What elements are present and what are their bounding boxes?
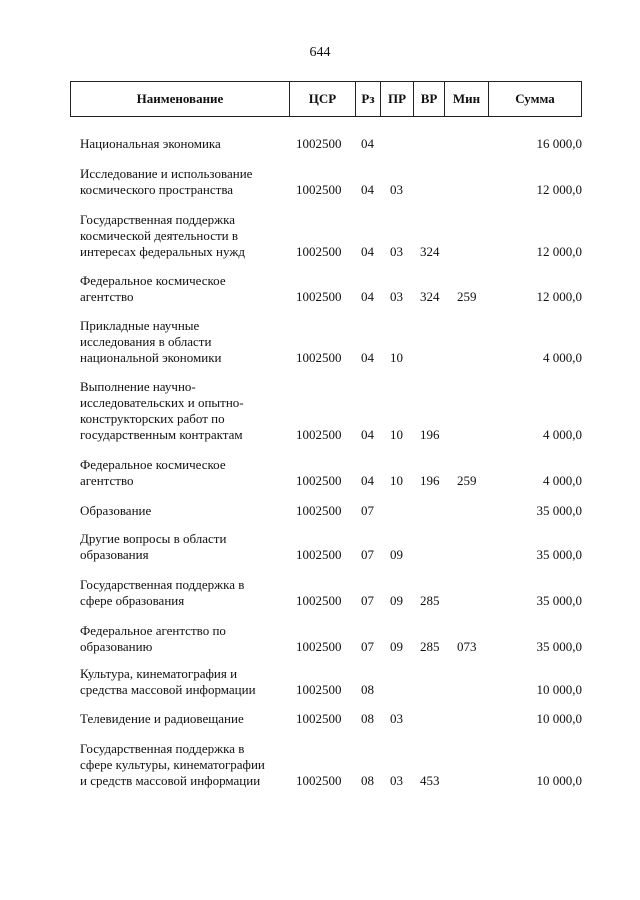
- table-row: [0, 531, 640, 563]
- row-name-line: конструкторских работ по: [80, 411, 225, 426]
- row-pr: 10: [390, 473, 403, 488]
- row-name-line: агентство: [80, 473, 134, 488]
- header-rz: Рз: [355, 82, 380, 116]
- row-csr: 1002500: [296, 182, 342, 197]
- row-name: [80, 503, 290, 519]
- row-name: [80, 623, 290, 655]
- row-sum: 12 000,0: [536, 244, 582, 259]
- row-rz: 07: [361, 503, 374, 518]
- row-csr: 1002500: [296, 244, 342, 259]
- row-sum: 12 000,0: [536, 182, 582, 197]
- row-csr: 1002500: [296, 639, 342, 654]
- row-name-line: Федеральное космическое: [80, 273, 226, 288]
- row-sum: 10 000,0: [536, 711, 582, 726]
- row-rz: 04: [361, 182, 374, 197]
- row-vr: 196: [420, 427, 440, 442]
- table-row: [0, 666, 640, 698]
- row-rz: 08: [361, 773, 374, 788]
- table-row: [0, 166, 640, 198]
- row-vr: 285: [420, 593, 440, 608]
- row-name-line: сфере культуры, кинематографии: [80, 757, 265, 772]
- row-sum: 10 000,0: [536, 773, 582, 788]
- row-min: 259: [457, 289, 477, 304]
- table-row: [0, 136, 640, 152]
- row-rz: 04: [361, 136, 374, 151]
- row-sum: 12 000,0: [536, 289, 582, 304]
- row-sum: 4 000,0: [543, 427, 582, 442]
- table-header: [70, 81, 582, 117]
- row-vr: 453: [420, 773, 440, 788]
- row-min: 073: [457, 639, 477, 654]
- row-name-line: исследования в области: [80, 334, 212, 349]
- row-name-line: Образование: [80, 503, 152, 518]
- row-rz: 08: [361, 682, 374, 697]
- table-row: [0, 318, 640, 366]
- header-name: Наименование: [136, 91, 224, 106]
- row-name-line: интересах федеральных нужд: [80, 244, 245, 259]
- row-name: [80, 741, 290, 789]
- row-sum: 4 000,0: [543, 350, 582, 365]
- row-rz: 07: [361, 593, 374, 608]
- row-pr: 03: [390, 244, 403, 259]
- row-vr: 324: [420, 289, 440, 304]
- row-name: [80, 212, 290, 260]
- row-name-line: Государственная поддержка в: [80, 577, 245, 592]
- row-csr: 1002500: [296, 682, 342, 697]
- row-pr: 03: [390, 289, 403, 304]
- row-pr: 10: [390, 350, 403, 365]
- row-name-line: Национальная экономика: [80, 136, 221, 151]
- row-name-line: образования: [80, 547, 149, 562]
- table-row: [0, 711, 640, 727]
- row-csr: 1002500: [296, 289, 342, 304]
- row-csr: 1002500: [296, 350, 342, 365]
- table-row: [0, 273, 640, 305]
- table-row: [0, 577, 640, 609]
- header-vr: ВР: [413, 82, 444, 116]
- table-row: [0, 212, 640, 260]
- row-name-line: образованию: [80, 639, 153, 654]
- table-row: [0, 379, 640, 443]
- row-rz: 04: [361, 350, 374, 365]
- row-name: [80, 166, 290, 198]
- row-name-line: сфере образования: [80, 593, 185, 608]
- row-name-line: Телевидение и радиовещание: [80, 711, 244, 726]
- row-csr: 1002500: [296, 547, 342, 562]
- row-name: [80, 136, 290, 152]
- row-rz: 07: [361, 639, 374, 654]
- row-name-line: Прикладные научные: [80, 318, 200, 333]
- row-min: 259: [457, 473, 477, 488]
- row-name: [80, 379, 290, 443]
- table-row: [0, 623, 640, 655]
- row-name: [80, 318, 290, 366]
- table-row: [0, 741, 640, 789]
- row-vr: 324: [420, 244, 440, 259]
- row-rz: 04: [361, 244, 374, 259]
- row-name-line: Государственная поддержка в: [80, 741, 245, 756]
- row-pr: 09: [390, 547, 403, 562]
- row-sum: 16 000,0: [536, 136, 582, 151]
- row-pr: 09: [390, 593, 403, 608]
- row-rz: 08: [361, 711, 374, 726]
- row-pr: 10: [390, 427, 403, 442]
- row-vr: 285: [420, 639, 440, 654]
- row-csr: 1002500: [296, 711, 342, 726]
- row-csr: 1002500: [296, 503, 342, 518]
- row-name-line: Исследование и использование: [80, 166, 253, 181]
- page-number: 644: [309, 45, 331, 60]
- row-name-line: Государственная поддержка: [80, 212, 236, 227]
- row-sum: 35 000,0: [536, 593, 582, 608]
- row-pr: 03: [390, 182, 403, 197]
- row-name-line: Выполнение научно-: [80, 379, 196, 394]
- row-name-line: космической деятельности в: [80, 228, 239, 243]
- row-name-line: исследовательских и опытно-: [80, 395, 244, 410]
- row-csr: 1002500: [296, 473, 342, 488]
- row-csr: 1002500: [296, 593, 342, 608]
- row-name-line: Федеральное космическое: [80, 457, 226, 472]
- row-rz: 07: [361, 547, 374, 562]
- header-min: Мин: [444, 82, 488, 116]
- row-name: [80, 577, 290, 609]
- header-csr: ЦСР: [289, 82, 355, 116]
- row-csr: 1002500: [296, 773, 342, 788]
- row-pr: 03: [390, 773, 403, 788]
- row-name: [80, 711, 290, 727]
- row-sum: 35 000,0: [536, 503, 582, 518]
- row-sum: 10 000,0: [536, 682, 582, 697]
- row-sum: 35 000,0: [536, 547, 582, 562]
- table-row: [0, 457, 640, 489]
- row-rz: 04: [361, 473, 374, 488]
- row-name: [80, 273, 290, 305]
- table-row: [0, 503, 640, 519]
- row-rz: 04: [361, 427, 374, 442]
- row-rz: 04: [361, 289, 374, 304]
- row-vr: 196: [420, 473, 440, 488]
- row-name: [80, 531, 290, 563]
- row-name-line: Культура, кинематография и: [80, 666, 238, 681]
- row-pr: 09: [390, 639, 403, 654]
- row-name-line: космического пространства: [80, 182, 234, 197]
- row-name-line: национальной экономики: [80, 350, 222, 365]
- row-sum: 35 000,0: [536, 639, 582, 654]
- row-name-line: Другие вопросы в области: [80, 531, 227, 546]
- row-name: [80, 666, 290, 698]
- row-name-line: Федеральное агентство по: [80, 623, 226, 638]
- row-name-line: и средств массовой информации: [80, 773, 261, 788]
- row-name-line: средства массовой информации: [80, 682, 256, 697]
- row-name-line: агентство: [80, 289, 134, 304]
- row-name: [80, 457, 290, 489]
- row-sum: 4 000,0: [543, 473, 582, 488]
- row-csr: 1002500: [296, 427, 342, 442]
- row-name-line: государственным контрактам: [80, 427, 243, 442]
- header-pr: ПР: [380, 82, 413, 116]
- row-csr: 1002500: [296, 136, 342, 151]
- row-pr: 03: [390, 711, 403, 726]
- header-sum: Сумма: [488, 82, 581, 116]
